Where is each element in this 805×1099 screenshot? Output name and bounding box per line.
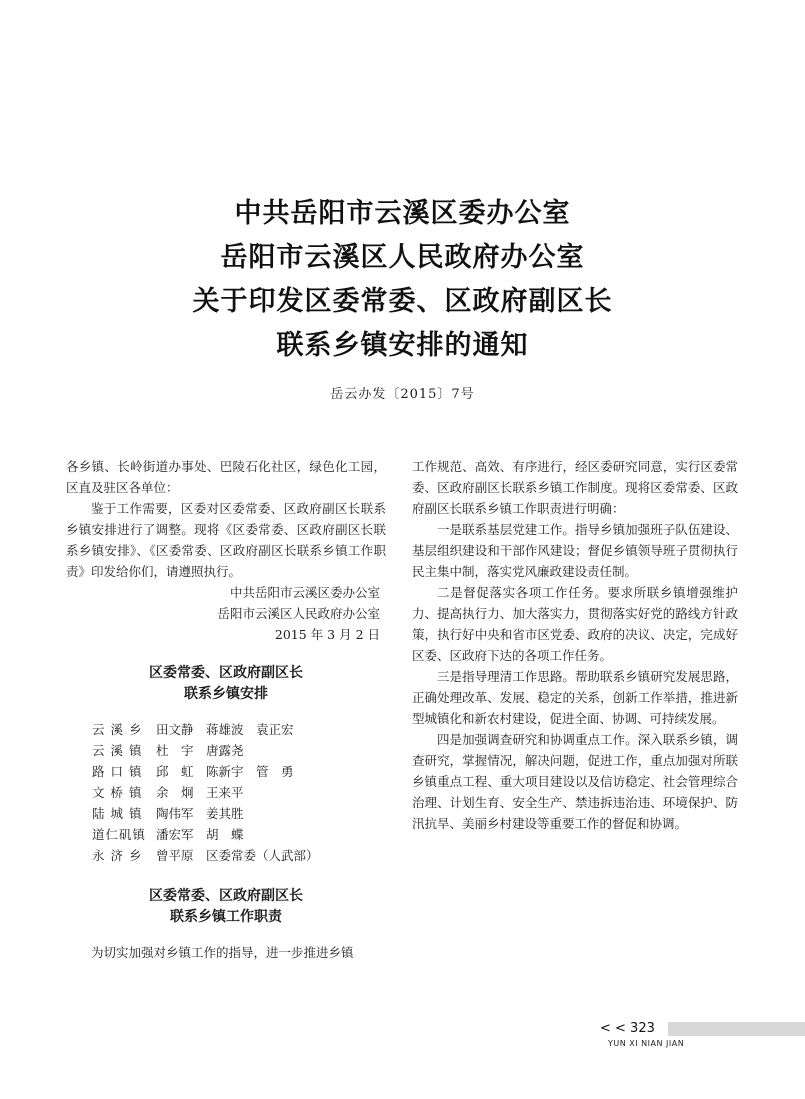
duty-research-coordination: 四是加强调查研究和协调重点工作。深入联系乡镇，调查研究，掌握情况，解决问题，促进工作，重点加强对所联乡镇重点工程、重大项目建设以及信访稳定、社会管理综合治理、计划生育、安全生产、禁违拆违治违、环境保护、防汛抗旱、美丽乡村建设等重要工作的督促和协调。 [412,732,738,831]
roster-town: 云 溪 镇 [92,743,143,758]
roster-town: 路 口 镇 [92,764,143,779]
roster-town: 云 溪 乡 [92,722,143,737]
section-arrangement-heading [66,663,386,705]
page-number: < < 323 [600,1021,655,1036]
roster-names: 邱 虹 陈新宇 管 勇 [156,764,294,779]
left-column [66,456,386,963]
addressee: 各乡镇、长岭街道办事处、巴陵石化社区，绿色化工园，区直及驻区各单位： [66,459,386,495]
roster-town: 陆 城 镇 [92,806,143,821]
duty-work-guidance: 三是指导理清工作思路。帮助联系乡镇研究发展思路，正确处理改革、发展、稳定的关系，创新工作举措，推进新型城镇化和新农村建设，促进全面、协调、可持续发展。 [412,669,738,726]
intro-paragraph: 鉴于工作需要，区委对区委常委、区政府副区长联系乡镇安排进行了调整。现将《区委常委、区政府副区长联系乡镇安排》、《区委常委、区政府副区长联系乡镇工作职责》印发给你们，请遵照执行。 [66,501,386,579]
roster-names: 余 炯 王来平 [156,785,244,800]
roster-row [92,719,386,740]
roster-row [92,740,386,761]
document-number: 岳云办发〔2015〕7号 [330,387,475,402]
roster-town: 道仁矶镇 [92,827,147,842]
document-title [0,192,805,368]
roster-names: 杜 宇 唐露尧 [156,743,244,758]
signature-party-office: 中共岳阳市云溪区委办公室 [229,585,380,600]
town-roster [92,719,386,866]
duties-intro-start: 为切实加强对乡镇工作的指导，进一步推进乡镇 [91,945,354,960]
roster-row [92,803,386,824]
section-arrangement-title-1: 区委常委、区政府副区长 [149,665,303,681]
section-arrangement-title-2: 联系乡镇安排 [184,686,268,702]
roster-row [92,824,386,845]
duty-party-building: 一是联系基层党建工作。指导乡镇加强班子队伍建设、基层组织建设和干部作风建设；督促乡镇领导班子贯彻执行民主集中制，落实党风廉政建设责任制。 [412,522,738,579]
section-duties-title-2: 联系乡镇工作职责 [170,909,282,925]
duty-task-supervision: 二是督促落实各项工作任务。要求所联乡镇增强维护力、提高执行力、加大落实力，贯彻落实好党的路线方针政策，执行好中央和省市区党委、政府的决议、决定，完成好区委、区政府下达的各项工作任务。 [412,585,738,663]
roster-names: 潘宏军 胡 蝶 [156,827,244,842]
roster-row [92,845,386,866]
title-line-1: 中共岳阳市云溪区委办公室 [234,198,571,229]
section-duties-title-1: 区委常委、区政府副区长 [149,888,303,904]
roster-row [92,761,386,782]
roster-names: 田文静 蒋雄波 袁正宏 [156,722,294,737]
running-title: YUN XI NIAN JIAN [608,1039,685,1048]
title-line-3: 关于印发区委常委、区政府副区长 [192,286,613,317]
roster-row [92,782,386,803]
right-column [412,456,738,834]
roster-town: 文 桥 镇 [92,785,143,800]
roster-names: 陶伟军 姜其胜 [156,806,244,821]
title-line-4: 联系乡镇安排的通知 [276,330,529,361]
roster-town: 永 济 乡 [92,848,143,863]
duties-intro-continuation: 工作规范、高效、有序进行，经区委研究同意，实行区委常委、区政府副区长联系乡镇工作制度。现将区委常委、区政府副区长联系乡镇工作职责进行明确： [412,459,738,516]
title-line-2: 岳阳市云溪区人民政府办公室 [220,242,585,273]
roster-names: 曾平原 区委常委（人武部） [156,848,319,863]
footer-bar [668,1022,805,1036]
section-duties-heading [66,886,386,928]
signature-date: 2015 年 3 月 2 日 [274,627,380,642]
signature-government-office: 岳阳市云溪区人民政府办公室 [217,606,380,621]
